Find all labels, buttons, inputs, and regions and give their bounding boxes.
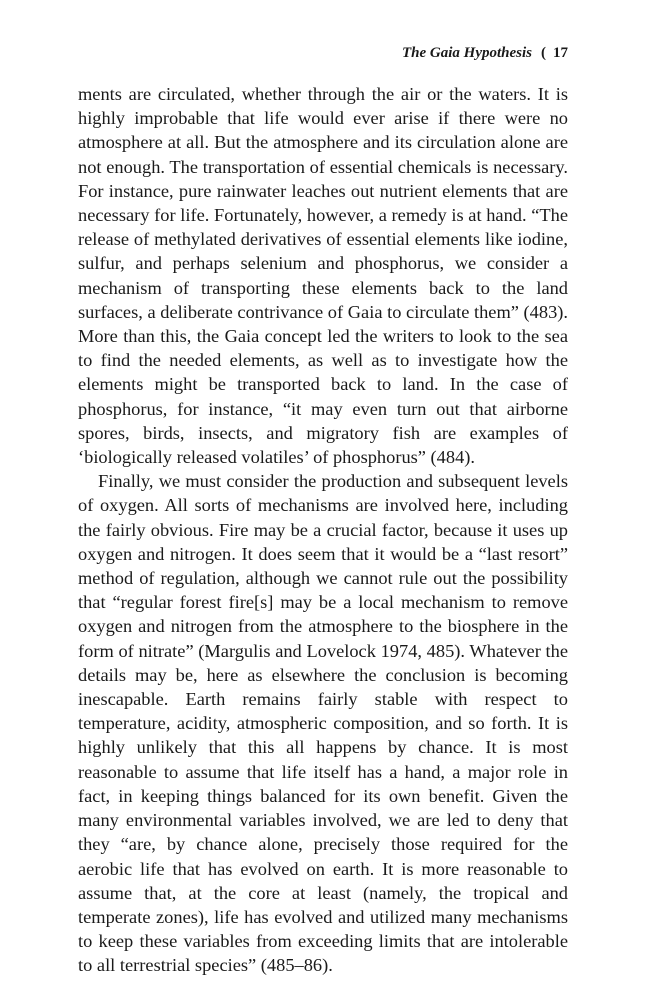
- running-head-title: The Gaia Hypothesis: [402, 45, 532, 61]
- body-text: [78, 82, 568, 978]
- page-number: 17: [553, 45, 568, 61]
- paragraph-1: ments are circulated, whether through the air or the waters. It is highly improbable that life would ever arise if there were no atmosphere at all. But the atmosphere and its circulation alone are not enough. The transportation of essential chemicals is necessary. For instance, pure rainwater leaches out nutrient elements that are necessary for life. Fortunately, however, a remedy is at hand. “The release of methylated derivatives of essential elements like iodine, sulfur, and perhaps selenium and phosphorus, we consider a mechanism of transporting these elements back to the land surfaces, a deliberate contrivance of Gaia to circulate them” (483). More than this, the Gaia concept led the writers to look to the sea to find the needed elements, as well as to investigate how the elements might be transported back to land. In the case of phosphorus, for instance, “it may even turn out that airborne spores, birds, insects, and migratory fish are examples of ‘biologically released volatiles’ of phosphorus” (484).: [78, 84, 568, 468]
- running-head-separator: (: [541, 45, 546, 61]
- paragraph-2: Finally, we must consider the production and subsequent levels of oxygen. All sorts of mechanisms are involved here, including the fairly obvious. Fire may be a crucial factor, because it uses up oxygen and nitrogen. It does seem that it would be a “last resort” method of regulation, although we cannot rule out the possibility that “regular forest fire[s] may be a local mechanism to remove oxygen and nitrogen from the atmosphere to the biosphere in the form of nitrate” (Margulis and Lovelock 1974, 485). Whatever the details may be, here as elsewhere the conclusion is becoming inescapable. Earth remains fairly stable with respect to temperature, acidity, atmospheric composition, and so forth. It is highly unlikely that this all happens by chance. It is most reasonable to assume that life itself has a hand, a major role in fact, in keeping things balanced for its own benefit. Given the many environmental variables involved, we are led to deny that they “are, by chance alone, precisely those required for the aerobic life that has evolved on earth. It is more reasonable to assume that, at the core at least (namely, the tropical and temperate zones), life has evolved and utilized many mechanisms to keep these variables from exceeding limits that are intolerable to all terrestrial species” (485–86).: [78, 471, 568, 976]
- running-head: [78, 44, 568, 62]
